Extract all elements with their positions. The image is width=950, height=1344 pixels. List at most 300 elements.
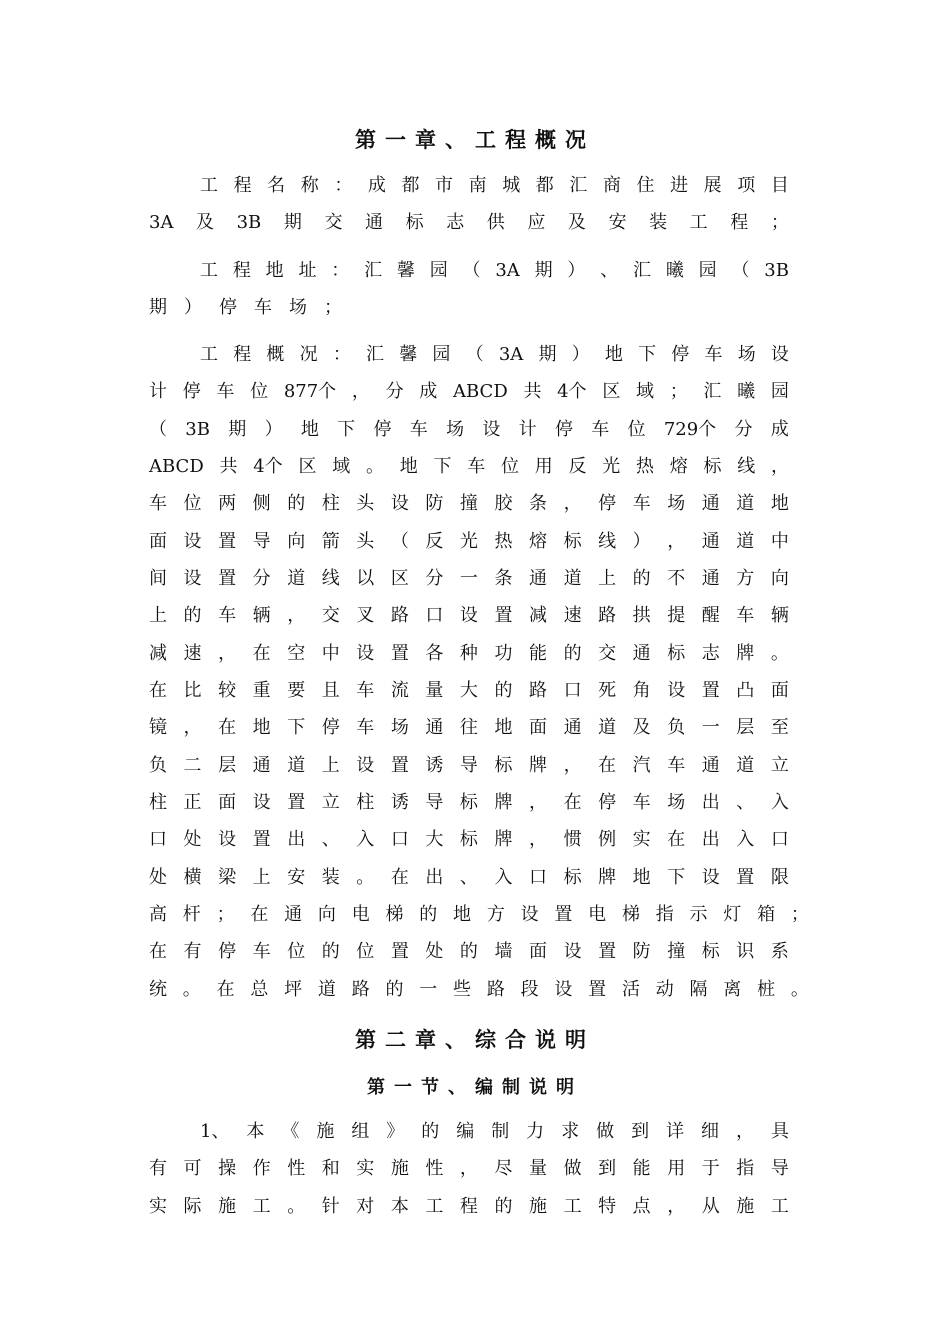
chapter-1-title: 第一章、工程概况 bbox=[355, 127, 595, 152]
text-token: 交 bbox=[324, 212, 343, 233]
text-token: 口 bbox=[563, 680, 582, 701]
text-token: 指 bbox=[655, 904, 674, 925]
text-token: 量 bbox=[425, 680, 444, 701]
text-token: 梯 bbox=[385, 904, 404, 925]
text-token: 在 bbox=[149, 680, 167, 701]
text-token: （ bbox=[731, 260, 750, 281]
text-token: 功 bbox=[494, 643, 513, 664]
text-token: 叉 bbox=[356, 605, 375, 626]
text-token: 正 bbox=[183, 792, 202, 813]
text-token: 曦 bbox=[665, 260, 684, 281]
body-line bbox=[149, 453, 789, 481]
text-token: ； bbox=[216, 904, 235, 925]
text-token: ， bbox=[770, 456, 789, 477]
text-token: 车 bbox=[591, 419, 610, 440]
text-token: 工 bbox=[425, 1196, 444, 1217]
text-token: 标 bbox=[703, 456, 722, 477]
text-token: 处 bbox=[149, 867, 167, 888]
text-token: 醒 bbox=[701, 605, 720, 626]
text-token: 口 bbox=[770, 829, 789, 850]
text-token: ABCD bbox=[149, 456, 204, 477]
text-token: 入 bbox=[770, 792, 789, 813]
text-token: 名 bbox=[267, 175, 286, 196]
body-line bbox=[149, 378, 789, 406]
text-token: 置 bbox=[390, 941, 409, 962]
text-token: 车 bbox=[409, 419, 428, 440]
body-line bbox=[200, 172, 789, 200]
text-token: 标 bbox=[563, 531, 582, 552]
text-token: 光 bbox=[459, 531, 478, 552]
text-token: 面 bbox=[218, 792, 237, 813]
text-token: 的 bbox=[494, 1196, 513, 1217]
text-token: 期 bbox=[149, 297, 167, 318]
text-token: 置 bbox=[598, 941, 617, 962]
text-token: 隔 bbox=[689, 979, 708, 1000]
text-token: 位 bbox=[287, 941, 306, 962]
text-token: 特 bbox=[598, 1196, 617, 1217]
text-token: 导 bbox=[770, 1158, 789, 1179]
text-token: 置 bbox=[390, 643, 409, 664]
body-line bbox=[149, 714, 789, 742]
text-token: 大 bbox=[425, 829, 444, 850]
text-token: 比 bbox=[183, 680, 202, 701]
body-line bbox=[149, 1155, 789, 1183]
text-token: 工 bbox=[563, 1196, 582, 1217]
text-token: ） bbox=[567, 260, 586, 281]
text-token: 减 bbox=[529, 605, 548, 626]
text-token: 口 bbox=[149, 829, 167, 850]
text-token: 际 bbox=[183, 1196, 202, 1217]
text-token: 装 bbox=[321, 867, 340, 888]
text-token: 面 bbox=[529, 941, 548, 962]
text-token: 一 bbox=[459, 568, 478, 589]
text-token: 不 bbox=[667, 568, 686, 589]
text-token: 设 bbox=[520, 904, 539, 925]
text-token: 分 bbox=[734, 419, 753, 440]
text-token: 头 bbox=[356, 531, 375, 552]
text-token: 共 bbox=[523, 381, 542, 402]
text-token: 高 bbox=[149, 904, 167, 925]
text-token: 组 bbox=[351, 1121, 370, 1142]
text-token: 上 bbox=[149, 605, 167, 626]
text-token: 置 bbox=[390, 755, 409, 776]
text-token: 园 bbox=[429, 260, 448, 281]
text-token: 馨 bbox=[399, 344, 418, 365]
text-token: 识 bbox=[736, 941, 755, 962]
text-token: 杆 bbox=[182, 904, 201, 925]
text-token: 设 bbox=[183, 531, 202, 552]
text-token: 在 bbox=[216, 979, 235, 1000]
text-token: 减 bbox=[149, 643, 167, 664]
text-token: 的 bbox=[419, 904, 438, 925]
text-token: 通 bbox=[284, 904, 303, 925]
text-token: 出 bbox=[287, 829, 306, 850]
text-token: 尽 bbox=[494, 1158, 513, 1179]
text-token: 场 bbox=[737, 344, 756, 365]
text-token: 侧 bbox=[252, 493, 271, 514]
text-token: 且 bbox=[321, 680, 340, 701]
text-token: 统 bbox=[149, 979, 167, 1000]
text-token: 层 bbox=[218, 755, 237, 776]
text-token: 量 bbox=[529, 1158, 548, 1179]
text-token: 具 bbox=[770, 1121, 789, 1142]
body-line bbox=[149, 976, 809, 1004]
text-token: 域 bbox=[332, 456, 351, 477]
text-token: 都 bbox=[535, 175, 554, 196]
text-token: 安 bbox=[287, 867, 306, 888]
text-token: 位 bbox=[500, 456, 519, 477]
text-token: 胶 bbox=[494, 493, 513, 514]
body-line bbox=[149, 416, 789, 444]
text-token: ， bbox=[563, 493, 582, 514]
text-token: 停 bbox=[554, 419, 573, 440]
section-title: 第一节、编制说明 bbox=[367, 1077, 583, 1098]
text-token: 园 bbox=[698, 260, 717, 281]
text-token: 墙 bbox=[494, 941, 513, 962]
text-token: 道 bbox=[317, 979, 336, 1000]
text-token: ； bbox=[324, 297, 342, 318]
text-token: 成 bbox=[367, 175, 386, 196]
text-token: 通 bbox=[365, 212, 384, 233]
text-token: 段 bbox=[520, 979, 539, 1000]
body-line bbox=[149, 826, 789, 854]
text-token: 提 bbox=[667, 605, 686, 626]
text-token: 停 bbox=[218, 941, 237, 962]
text-token: 柱 bbox=[321, 493, 340, 514]
body-line bbox=[149, 294, 789, 322]
text-token: 位 bbox=[627, 419, 646, 440]
text-token: 设 bbox=[554, 979, 573, 1000]
text-token: 方 bbox=[736, 568, 755, 589]
text-token: 场 bbox=[667, 493, 686, 514]
text-token: 牌 bbox=[529, 755, 548, 776]
text-token: 在 bbox=[563, 792, 582, 813]
text-token: 桩 bbox=[757, 979, 776, 1000]
text-token: 置 bbox=[252, 829, 271, 850]
text-token: 上 bbox=[321, 755, 340, 776]
body-line bbox=[149, 528, 789, 556]
text-token: 下 bbox=[337, 419, 356, 440]
text-token: 撞 bbox=[667, 941, 686, 962]
text-token: 道 bbox=[598, 717, 617, 738]
text-token: 园 bbox=[432, 344, 451, 365]
text-token: 熔 bbox=[669, 456, 688, 477]
text-token: 些 bbox=[453, 979, 472, 1000]
text-token: 设 bbox=[459, 605, 478, 626]
text-token: 。 bbox=[790, 979, 809, 1000]
text-token: 期 bbox=[538, 344, 557, 365]
text-token: 期 bbox=[228, 419, 247, 440]
text-token: 位 bbox=[250, 381, 269, 402]
text-token: 通 bbox=[529, 568, 548, 589]
text-token: 防 bbox=[425, 493, 444, 514]
text-token: 道 bbox=[736, 493, 755, 514]
text-token: 条 bbox=[529, 493, 548, 514]
text-token: 供 bbox=[486, 212, 505, 233]
text-token: 工 bbox=[200, 260, 218, 281]
text-token: 区 bbox=[298, 456, 317, 477]
text-token: 通 bbox=[701, 568, 720, 589]
text-token: 入 bbox=[356, 829, 375, 850]
text-token: 设 bbox=[356, 755, 375, 776]
text-token: ， bbox=[735, 1121, 754, 1142]
text-token: 汇 bbox=[364, 260, 383, 281]
text-token: （ bbox=[465, 344, 484, 365]
text-token: 应 bbox=[527, 212, 546, 233]
body-line bbox=[149, 602, 789, 630]
text-token: 分 bbox=[385, 381, 404, 402]
text-token: 及 bbox=[567, 212, 586, 233]
text-token: 场 bbox=[446, 419, 465, 440]
text-token: ， bbox=[667, 531, 686, 552]
text-token: 口 bbox=[390, 829, 409, 850]
text-token: 施 bbox=[736, 1196, 755, 1217]
text-token: 二 bbox=[183, 755, 202, 776]
text-token: 。 bbox=[182, 979, 201, 1000]
text-token: 置 bbox=[494, 605, 513, 626]
text-token: ： bbox=[331, 260, 350, 281]
text-token: 及 bbox=[196, 212, 215, 233]
text-token: 在 bbox=[149, 941, 167, 962]
text-token: 市 bbox=[435, 175, 454, 196]
text-token: 工 bbox=[252, 1196, 271, 1217]
body-line bbox=[149, 209, 789, 237]
text-token: 活 bbox=[621, 979, 640, 1000]
text-token: ， bbox=[459, 1158, 478, 1179]
text-token: 详 bbox=[666, 1121, 685, 1142]
text-token: 分 bbox=[425, 568, 444, 589]
text-token: 牌 bbox=[494, 792, 513, 813]
text-token: 设 bbox=[701, 867, 720, 888]
text-token: 梁 bbox=[218, 867, 237, 888]
text-token: 速 bbox=[563, 605, 582, 626]
text-token: 施 bbox=[316, 1121, 335, 1142]
text-token: 的 bbox=[421, 1121, 440, 1142]
text-token: 牌 bbox=[494, 829, 513, 850]
text-token: 施 bbox=[390, 1158, 409, 1179]
text-token: 置 bbox=[554, 904, 573, 925]
text-token: 计 bbox=[149, 381, 167, 402]
text-token: 交 bbox=[598, 643, 617, 664]
text-token: 况 bbox=[299, 344, 318, 365]
text-token: 877个 bbox=[283, 381, 337, 402]
text-token: 箱 bbox=[757, 904, 776, 925]
text-token: 上 bbox=[252, 867, 271, 888]
text-token: 层 bbox=[736, 717, 755, 738]
text-token: 面 bbox=[770, 680, 789, 701]
text-token: ， bbox=[667, 1196, 686, 1217]
text-token: 系 bbox=[770, 941, 789, 962]
text-token: 地 bbox=[300, 419, 319, 440]
text-token: 热 bbox=[494, 531, 513, 552]
text-token: 头 bbox=[356, 493, 375, 514]
text-token: 志 bbox=[701, 643, 720, 664]
text-token: 目 bbox=[770, 175, 789, 196]
text-token: 处 bbox=[425, 941, 444, 962]
body-line bbox=[149, 490, 789, 518]
text-token: 园 bbox=[770, 381, 789, 402]
text-token: 置 bbox=[287, 792, 306, 813]
text-token: 细 bbox=[701, 1121, 720, 1142]
body-line bbox=[149, 565, 789, 593]
text-token: 示 bbox=[689, 904, 708, 925]
text-token: 箭 bbox=[321, 531, 340, 552]
text-token: 性 bbox=[425, 1158, 444, 1179]
text-token: 本 bbox=[246, 1121, 265, 1142]
text-token: 设 bbox=[218, 829, 237, 850]
text-token: ） bbox=[264, 419, 283, 440]
text-token: 在 bbox=[218, 717, 237, 738]
text-token: 以 bbox=[356, 568, 375, 589]
text-token: 729个 bbox=[663, 419, 717, 440]
text-token: 城 bbox=[502, 175, 521, 196]
text-token: 址 bbox=[298, 260, 317, 281]
text-token: 》 bbox=[386, 1121, 405, 1142]
text-token: 动 bbox=[655, 979, 674, 1000]
text-token: 在 bbox=[250, 904, 269, 925]
text-token: 要 bbox=[287, 680, 306, 701]
text-token: 场 bbox=[289, 297, 307, 318]
text-token: 。 bbox=[356, 867, 375, 888]
text-token: 镜 bbox=[149, 717, 167, 738]
text-token: 针 bbox=[321, 1196, 340, 1217]
text-token: 设 bbox=[252, 792, 271, 813]
body-line bbox=[149, 677, 789, 705]
text-token: 工 bbox=[200, 344, 218, 365]
text-token: 从 bbox=[701, 1196, 720, 1217]
text-token: 程 bbox=[232, 260, 251, 281]
body-line bbox=[149, 1193, 789, 1221]
text-token: 下 bbox=[287, 717, 306, 738]
text-token: 作 bbox=[252, 1158, 271, 1179]
text-token: 路 bbox=[390, 605, 409, 626]
text-token: ABCD bbox=[452, 381, 508, 402]
text-token: 称 bbox=[300, 175, 319, 196]
text-token: 曦 bbox=[737, 381, 756, 402]
text-token: 熔 bbox=[529, 531, 548, 552]
text-token: 工 bbox=[770, 1196, 789, 1217]
text-token: 场 bbox=[390, 717, 409, 738]
text-token: 反 bbox=[425, 531, 444, 552]
text-token: ； bbox=[669, 381, 688, 402]
text-token: 辆 bbox=[770, 605, 789, 626]
text-token: 用 bbox=[534, 456, 553, 477]
text-token: 柱 bbox=[356, 792, 375, 813]
body-line bbox=[149, 789, 789, 817]
body-line bbox=[149, 938, 789, 966]
text-token: 程 bbox=[459, 1196, 478, 1217]
text-token: 向 bbox=[287, 531, 306, 552]
text-token: （ bbox=[390, 531, 409, 552]
text-token: 设 bbox=[183, 568, 202, 589]
text-token: 。 bbox=[287, 1196, 306, 1217]
text-token: 车 bbox=[704, 344, 723, 365]
text-token: 进 bbox=[670, 175, 689, 196]
text-token: ， bbox=[529, 792, 548, 813]
text-token: 的 bbox=[183, 605, 202, 626]
chapter-2-title: 第二章、综合说明 bbox=[355, 1027, 595, 1052]
text-token: 车 bbox=[667, 755, 686, 776]
text-token: 安 bbox=[608, 212, 627, 233]
text-token: ： bbox=[332, 344, 351, 365]
text-token: 指 bbox=[736, 1158, 755, 1179]
text-token: 有 bbox=[149, 1158, 167, 1179]
text-token: 种 bbox=[459, 643, 478, 664]
text-token: 死 bbox=[598, 680, 617, 701]
text-token: 道 bbox=[287, 568, 306, 589]
text-token: 横 bbox=[183, 867, 202, 888]
text-token: 地 bbox=[494, 717, 513, 738]
text-token: 在 bbox=[252, 643, 271, 664]
text-token: 的 bbox=[494, 680, 513, 701]
text-token: ） bbox=[184, 297, 202, 318]
text-token: 装 bbox=[649, 212, 668, 233]
text-token: ： bbox=[334, 175, 353, 196]
text-token: 交 bbox=[321, 605, 340, 626]
body-line bbox=[200, 257, 789, 285]
text-token: 概 bbox=[266, 344, 285, 365]
text-token: 《 bbox=[281, 1121, 300, 1142]
text-token: 3A bbox=[498, 344, 524, 365]
text-token: 操 bbox=[218, 1158, 237, 1179]
text-token: 面 bbox=[149, 531, 167, 552]
text-token: 置 bbox=[588, 979, 607, 1000]
text-token: 往 bbox=[459, 717, 478, 738]
text-token: 。 bbox=[770, 643, 789, 664]
text-token: 停 bbox=[182, 381, 201, 402]
text-token: 车 bbox=[356, 717, 375, 738]
text-token: 牌 bbox=[736, 643, 755, 664]
text-token: 用 bbox=[667, 1158, 686, 1179]
text-token: ） bbox=[632, 531, 651, 552]
text-token: 停 bbox=[598, 493, 617, 514]
text-token: 设 bbox=[482, 419, 501, 440]
text-token: 项 bbox=[737, 175, 756, 196]
text-token: 通 bbox=[701, 755, 720, 776]
text-token: 光 bbox=[602, 456, 621, 477]
text-token: 程 bbox=[730, 212, 749, 233]
text-token: 惯 bbox=[563, 829, 582, 850]
text-token: 馨 bbox=[396, 260, 415, 281]
text-token: 3B bbox=[185, 419, 210, 440]
text-token: 分 bbox=[252, 568, 271, 589]
text-token: 对 bbox=[356, 1196, 375, 1217]
text-token: 坪 bbox=[284, 979, 303, 1000]
text-token: 线 bbox=[598, 531, 617, 552]
text-token: 施 bbox=[529, 1196, 548, 1217]
text-token: 出 bbox=[701, 829, 720, 850]
text-token: 1、 bbox=[200, 1121, 230, 1142]
text-token: ， bbox=[287, 605, 306, 626]
text-token: 标 bbox=[494, 755, 513, 776]
text-token: 标 bbox=[459, 829, 478, 850]
text-token: 一 bbox=[419, 979, 438, 1000]
text-token: 中 bbox=[770, 531, 789, 552]
text-token: 凸 bbox=[736, 680, 755, 701]
text-token: 本 bbox=[390, 1196, 409, 1217]
text-token: 限 bbox=[770, 867, 789, 888]
text-token: ， bbox=[351, 381, 370, 402]
text-token: 性 bbox=[287, 1158, 306, 1179]
text-token: 设 bbox=[770, 344, 789, 365]
text-token: 在 bbox=[390, 867, 409, 888]
text-token: 汇 bbox=[366, 344, 385, 365]
text-token: 流 bbox=[390, 680, 409, 701]
text-token: 程 bbox=[233, 175, 252, 196]
text-token: 位 bbox=[356, 941, 375, 962]
text-token: 期 bbox=[283, 212, 302, 233]
text-token: 区 bbox=[602, 381, 621, 402]
